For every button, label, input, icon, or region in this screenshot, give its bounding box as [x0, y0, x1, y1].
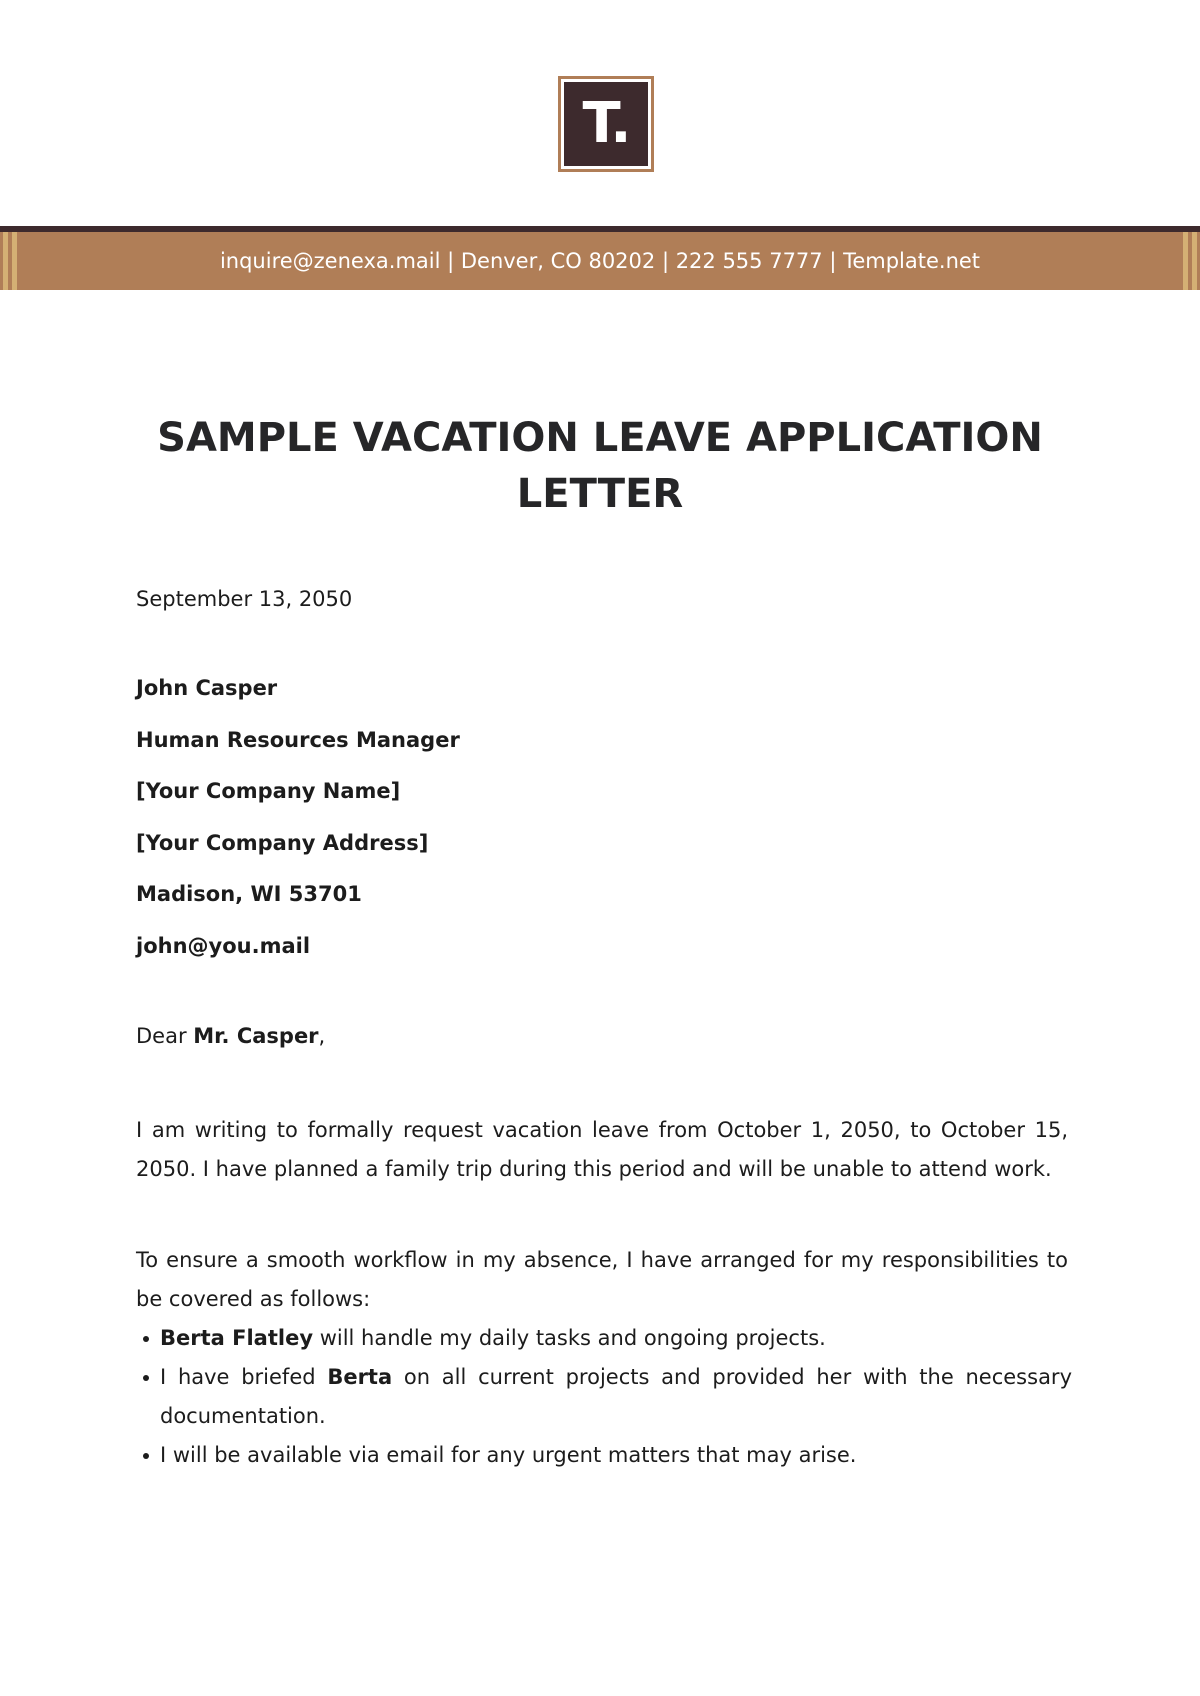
list-item-text: will handle my daily tasks and ongoing projects.: [313, 1326, 826, 1350]
salutation-suffix: ,: [318, 1024, 326, 1048]
coverage-list: [136, 1319, 1072, 1475]
letter-date: September 13, 2050: [136, 587, 353, 611]
body-paragraph: I am writing to formally request vacation leave from October 1, 2050, to October 15, 2050. I have planned a family trip during this period and will be unable to attend work.: [136, 1118, 1068, 1181]
list-item: [160, 1319, 1072, 1358]
list-item-text: I will be available via email for any urgent matters that may arise.: [160, 1443, 857, 1467]
recipient-address: [Your Company Address]: [136, 830, 429, 855]
recipient-company: [Your Company Name]: [136, 779, 401, 803]
list-item-bold: Berta: [327, 1365, 393, 1389]
logo-mark: [564, 82, 648, 166]
recipient-position: Human Resources Manager: [136, 727, 460, 752]
recipient-email: john@you.mail: [136, 933, 311, 958]
logo-letter: T.: [582, 91, 630, 156]
recipient-block: [136, 673, 1068, 982]
list-item-text: on all current projects and provided her with the necessary documentation.: [160, 1365, 1072, 1428]
salutation-prefix: Dear: [136, 1024, 194, 1048]
list-item: [160, 1436, 1072, 1475]
salutation: [136, 1021, 1068, 1051]
contact-banner: [0, 232, 1200, 290]
list-item-text: I have briefed: [160, 1365, 328, 1389]
contact-info: inquire@zenexa.mail | Denver, CO 80202 | 222 555 7777 | Template.net: [219, 249, 981, 273]
company-logo: [558, 76, 654, 172]
body-paragraph: To ensure a smooth workflow in my absence, I have arranged for my responsibilities to be covered as follows:: [136, 1248, 1068, 1311]
letter-title: SAMPLE VACATION LEAVE APPLICATION LETTER: [157, 415, 1043, 517]
list-item: [160, 1358, 1072, 1436]
recipient-name: John Casper: [136, 676, 278, 700]
recipient-city: Madison, WI 53701: [136, 882, 362, 906]
list-item-bold: Berta Flatley: [160, 1326, 314, 1350]
salutation-name: Mr. Casper: [193, 1024, 319, 1048]
